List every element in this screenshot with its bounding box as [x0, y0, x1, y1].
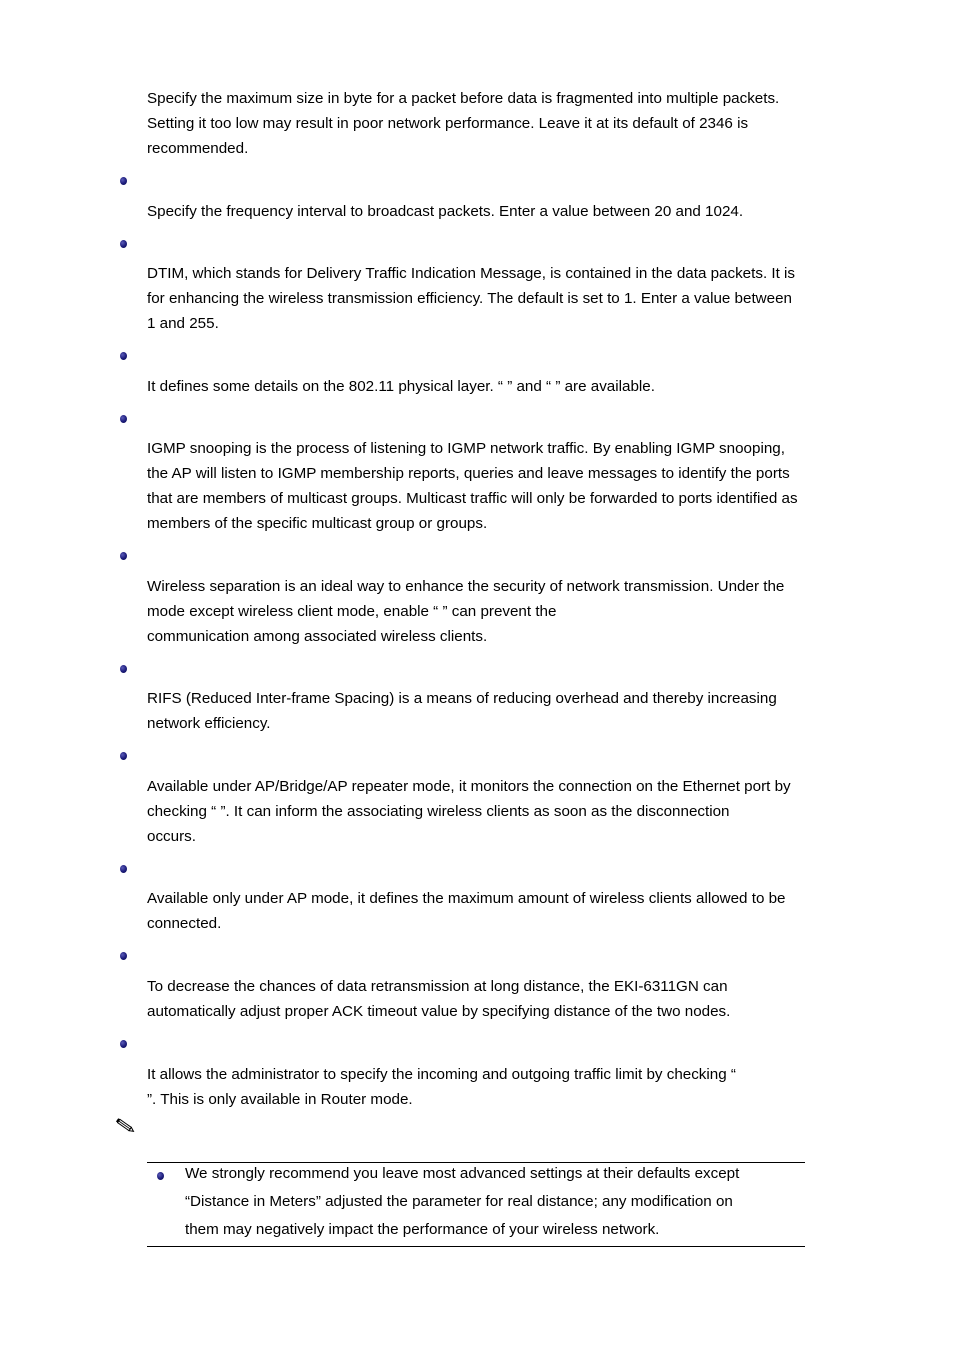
- bullet-icon: [120, 352, 127, 360]
- traffic-shaping-description: [147, 1062, 847, 1112]
- bullet-icon: [120, 752, 127, 760]
- preamble-description: [147, 374, 847, 399]
- bullet-icon: [120, 865, 127, 873]
- text-line: RIFS (Reduced Inter-frame Spacing) is a means of reducing overhead and thereby increasing: [147, 690, 777, 707]
- text-line: for enhancing the wireless transmission efficiency. The default is set to 1. Enter a value between: [147, 290, 792, 307]
- text-line: recommended.: [147, 140, 249, 157]
- text-line: connected.: [147, 915, 222, 932]
- text-line: DTIM, which stands for Delivery Traffic Indication Message, is contained in the data packets. It is: [147, 265, 796, 282]
- bullet-icon: [120, 665, 127, 673]
- link-integrity-description: [147, 774, 847, 849]
- text-line: Specify the maximum size in byte for a packet before data is fragmented into multiple packets.: [147, 90, 780, 107]
- text-line: that are members of multicast groups. Multicast traffic will only be forwarded to ports identified as: [147, 490, 798, 507]
- text-line: It allows the administrator to specify the incoming and outgoing traffic limit by checking “: [147, 1066, 736, 1083]
- text-line: It defines some details on the 802.11 physical layer. “ ” and “ ” are available.: [147, 378, 655, 395]
- bullet-icon: [120, 177, 127, 185]
- text-line: To decrease the chances of data retransmission at long distance, the EKI-6311GN can: [147, 978, 728, 995]
- bullet-icon: [120, 240, 127, 248]
- beacon-interval-description: [147, 199, 847, 224]
- text-line: the AP will listen to IGMP membership reports, queries and leave messages to identify the ports: [147, 465, 790, 482]
- bullet-icon: [120, 415, 127, 423]
- distance-description: [147, 974, 847, 1024]
- text-line: checking “ ”. It can inform the associating wireless clients as soon as the disconnection: [147, 803, 730, 820]
- fragment-threshold-description: [147, 86, 847, 161]
- text-line: them may negatively impact the performance of your wireless network.: [185, 1221, 660, 1238]
- text-line: Wireless separation is an ideal way to enhance the security of network transmission. Under the: [147, 578, 785, 595]
- text-line: members of the specific multicast group or groups.: [147, 515, 488, 532]
- text-line: network efficiency.: [147, 715, 271, 732]
- text-line: We strongly recommend you leave most advanced settings at their defaults except: [185, 1165, 740, 1182]
- text-line: Available only under AP mode, it defines the maximum amount of wireless clients allowed to be: [147, 890, 786, 907]
- dtim-description: [147, 261, 847, 336]
- text-line: 1 and 255.: [147, 315, 219, 332]
- text-line: IGMP snooping is the process of listening to IGMP network traffic. By enabling IGMP snooping,: [147, 440, 785, 457]
- text-line: Available under AP/Bridge/AP repeater mode, it monitors the connection on the Ethernet port by: [147, 778, 791, 795]
- text-line: Setting it too low may result in poor network performance. Leave it at its default of 2346 is: [147, 115, 749, 132]
- text-line: communication among associated wireless clients.: [147, 628, 488, 645]
- text-line: “Distance in Meters” adjusted the parameter for real distance; any modification on: [185, 1193, 733, 1210]
- note-text: [185, 1160, 795, 1244]
- text-line: mode except wireless client mode, enable “ ” can prevent the: [147, 603, 557, 620]
- bullet-icon: [157, 1172, 164, 1180]
- text-line: Specify the frequency interval to broadcast packets. Enter a value between 20 and 1024.: [147, 203, 744, 220]
- note-bottom-rule: [147, 1246, 805, 1247]
- pencil-note-icon: [114, 1117, 136, 1135]
- bullet-icon: [120, 952, 127, 960]
- text-line: ”. This is only available in Router mode.: [147, 1091, 413, 1108]
- max-clients-description: [147, 886, 847, 936]
- rifs-description: [147, 686, 847, 736]
- text-line: occurs.: [147, 828, 196, 845]
- text-line: automatically adjust proper ACK timeout value by specifying distance of the two nodes.: [147, 1003, 731, 1020]
- bullet-icon: [120, 1040, 127, 1048]
- wireless-separation-description: [147, 574, 847, 649]
- bullet-icon: [120, 552, 127, 560]
- igmp-snooping-description: [147, 436, 847, 536]
